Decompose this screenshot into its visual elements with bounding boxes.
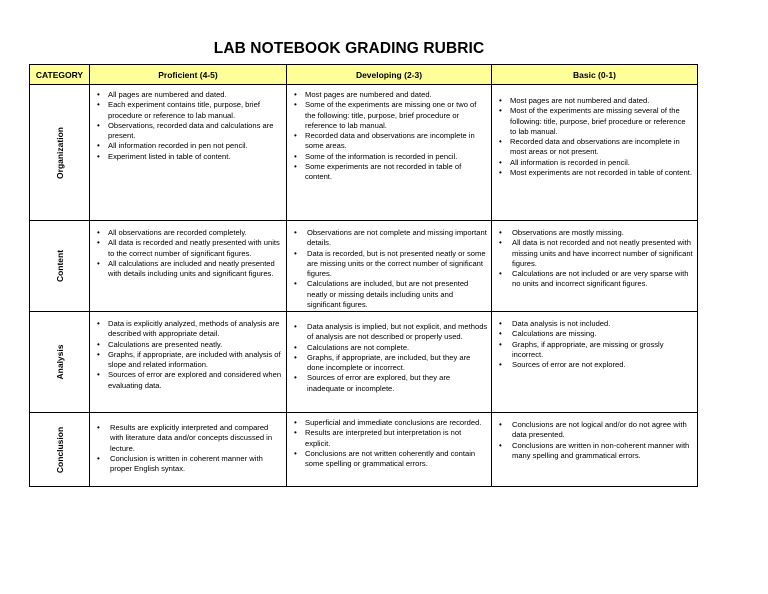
list-item: • Sources of error are explored and considered when evaluating data. [108, 370, 283, 391]
list-item: • Graphs, if appropriate, are included, but they are done incomplete or incorrect. [307, 353, 488, 374]
list-item: • Data analysis is not included. [512, 319, 694, 329]
list-item: • All observations are recorded completely. [108, 228, 283, 238]
list-item: • Recorded data and observations are incomplete in some areas. [305, 131, 488, 152]
list-item: • Sources of error are explored, but they are inadequate or incomplete. [307, 373, 488, 394]
header-row [30, 65, 698, 85]
list-item: • Recorded data and observations are incomplete in most areas or not present. [510, 137, 694, 158]
row-category-analysis: Analysis [30, 312, 90, 413]
header-developing: Developing (2-3) [287, 65, 492, 85]
list-item: • Calculations are included, but are not presented neatly or missing details including units and significant figures. [307, 279, 488, 310]
header-category: CATEGORY [30, 65, 90, 85]
list-item: • Some of the information is recorded in pencil. [305, 152, 488, 162]
list-item: • Data is explicitly analyzed, methods of analysis are described with appropriate detail. [108, 319, 283, 340]
list-item: • Conclusions are not written coherently and contain some spelling or grammatical errors. [305, 449, 488, 470]
list-item: • All calculations are included and neatly presented with details including units and significant figures. [108, 259, 283, 280]
list-item: • Calculations are not included or are very sparse with no units and incorrect significant figures. [512, 269, 694, 290]
header-basic: Basic (0-1) [492, 65, 698, 85]
list-item: • All data is not recorded and not neatly presented with missing units and have incorrect number of significant figures. [512, 238, 694, 269]
table-row [30, 221, 698, 312]
table-row [30, 413, 698, 487]
list-item: • Observations, recorded data and calculations are present. [108, 121, 283, 142]
list-item: • Graphs, if appropriate, are included with analysis of slope and related information. [108, 350, 283, 371]
list-item: • Results are explicitly interpreted and compared with literature data and/or concepts discussed in lecture. [110, 423, 283, 454]
row-category-conclusion: Conclusion [30, 413, 90, 487]
list-item: • All data is recorded and neatly presented with units to the correct number of significant figures. [108, 238, 283, 259]
cell-proficient [90, 221, 287, 312]
list-item: • Most of the experiments are missing several of the following: title, purpose, brief procedure or reference to lab manual. [510, 106, 694, 137]
cell-proficient [90, 413, 287, 487]
list-item: • Most experiments are not recorded in table of content. [510, 168, 694, 178]
list-item: • Experiment listed in table of content. [108, 152, 283, 162]
cell-basic [492, 85, 698, 221]
row-category-content: Content [30, 221, 90, 312]
list-item: • Calculations are missing. [512, 329, 694, 339]
list-item: • Observations are mostly missing. [512, 228, 694, 238]
list-item: • Results are interpreted but interpretation is not explicit. [305, 428, 488, 449]
cell-proficient [90, 85, 287, 221]
cell-basic [492, 312, 698, 413]
list-item: • Calculations are presented neatly. [108, 340, 283, 350]
list-item: • Some of the experiments are missing one or two of the following: title, purpose, brief procedure or reference to lab manual. [305, 100, 488, 131]
cell-basic [492, 221, 698, 312]
rubric-table [29, 64, 698, 487]
list-item: • Data analysis is implied, but not explicit, and methods of analysis are not described or properly used. [307, 322, 488, 343]
list-item: • Graphs, if appropriate, are missing or grossly incorrect. [512, 340, 694, 361]
header-proficient: Proficient (4-5) [90, 65, 287, 85]
list-item: • Conclusions are written in non-coherent manner with many spelling and grammatical errors. [512, 441, 694, 462]
cell-proficient [90, 312, 287, 413]
cell-developing [287, 312, 492, 413]
cell-developing [287, 221, 492, 312]
list-item: • Each experiment contains title, purpose, brief procedure or reference to lab manual. [108, 100, 283, 121]
cell-developing [287, 413, 492, 487]
page-title: LAB NOTEBOOK GRADING RUBRIC [213, 40, 485, 57]
list-item: • Conclusion is written in coherent manner with proper English syntax. [110, 454, 283, 475]
cell-developing [287, 85, 492, 221]
list-item: • Conclusions are not logical and/or do not agree with data presented. [512, 420, 694, 441]
list-item: • Sources of error are not explored. [512, 360, 694, 370]
list-item: • All information recorded in pen not pencil. [108, 141, 283, 151]
list-item: • Superficial and immediate conclusions are recorded. [305, 418, 488, 428]
list-item: • Calculations are not complete. [307, 343, 488, 353]
list-item: • All pages are numbered and dated. [108, 90, 283, 100]
table-row [30, 85, 698, 221]
cell-basic [492, 413, 698, 487]
list-item: • Data is recorded, but is not presented neatly or some are missing units or the correct number of significant figures. [307, 249, 488, 280]
table-row [30, 312, 698, 413]
row-category-organization: Organization [30, 85, 90, 221]
list-item: • Most pages are not numbered and dated. [510, 96, 694, 106]
list-item: • All information is recorded in pencil. [510, 158, 694, 168]
list-item: • Observations are not complete and missing important details. [307, 228, 488, 249]
list-item: • Most pages are numbered and dated. [305, 90, 488, 100]
list-item: • Some experiments are not recorded in table of content. [305, 162, 488, 183]
